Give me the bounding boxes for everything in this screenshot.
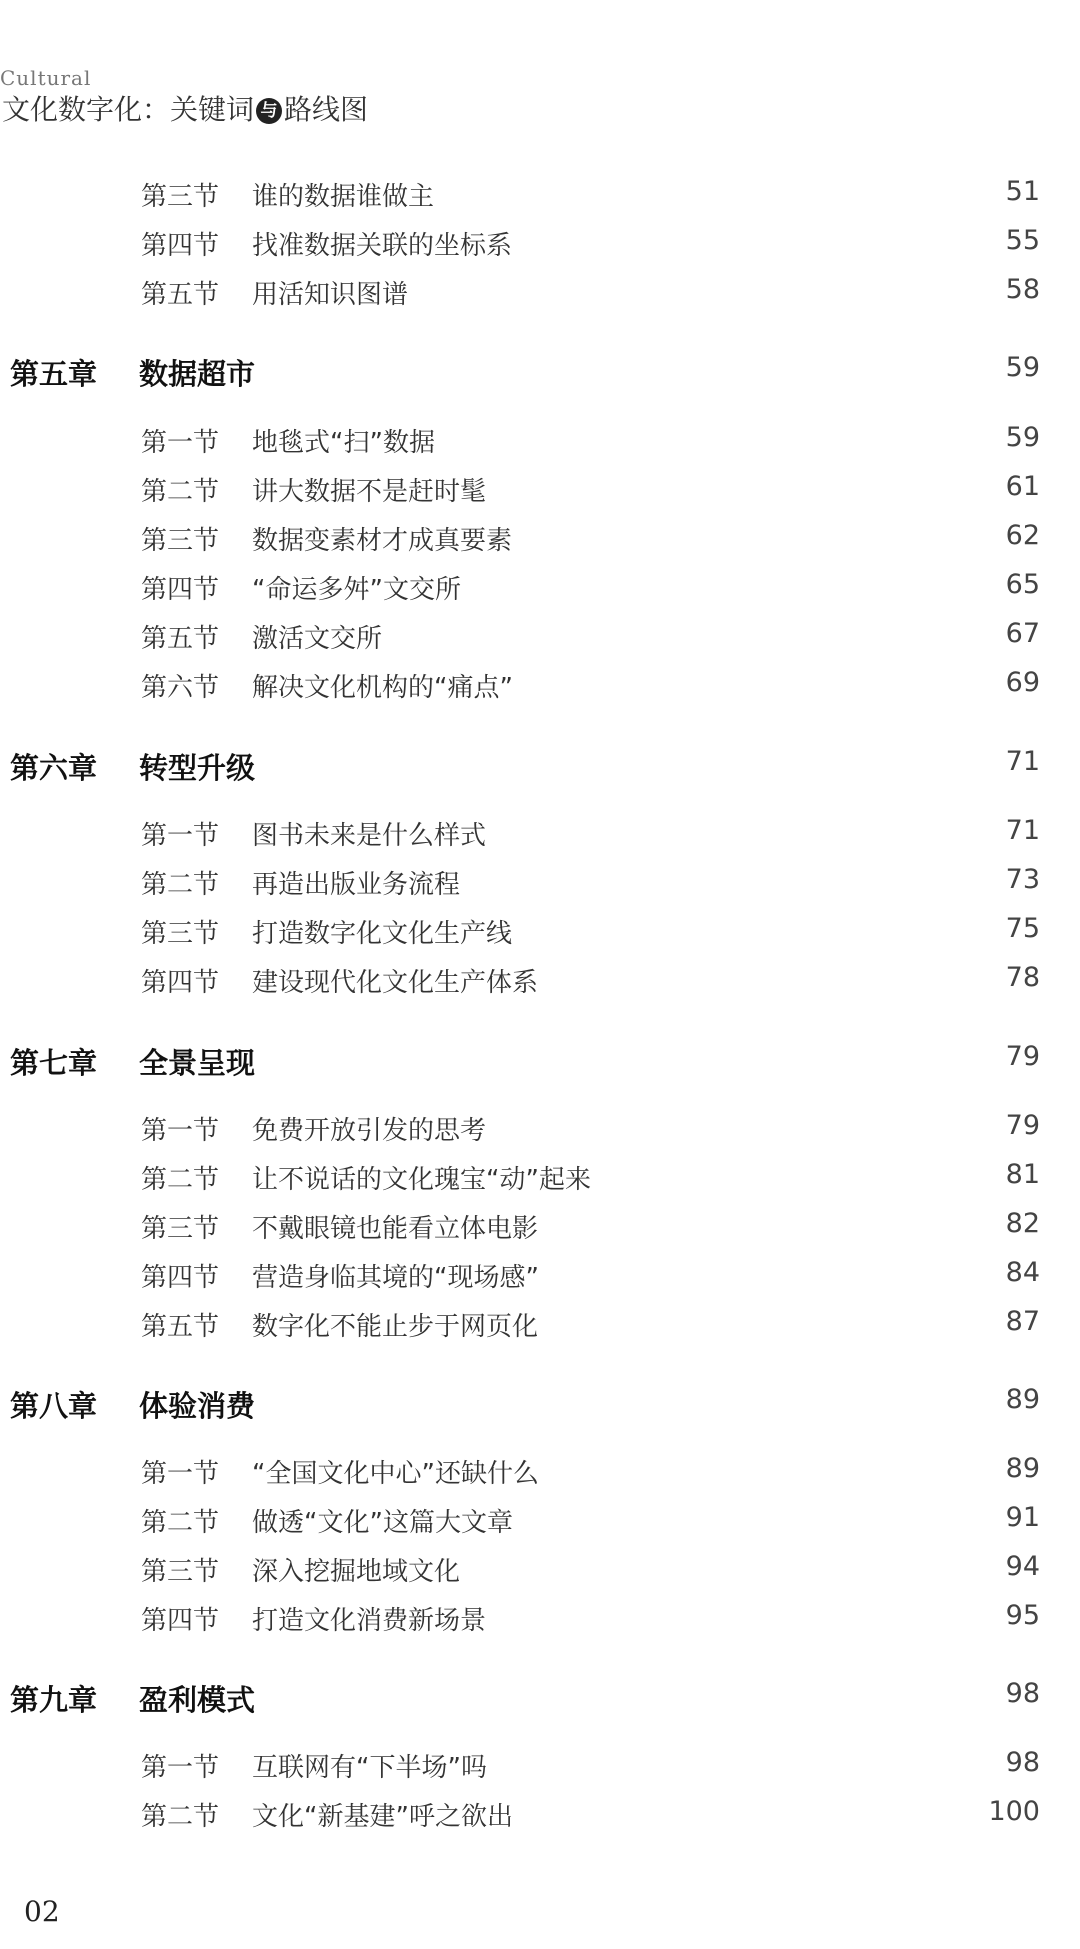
- section-label: 第一节: [141, 821, 220, 851]
- chapter-title: 体验消费: [139, 1389, 256, 1423]
- toc-section-row: [0, 1208, 1080, 1252]
- toc-page-number: 95: [1005, 1600, 1040, 1631]
- toc-page-number: 79: [1005, 1110, 1040, 1141]
- toc-page-number: 73: [1005, 864, 1040, 895]
- header-title-suffix: 路线图: [284, 93, 369, 126]
- section-label: 第三节: [141, 1214, 220, 1244]
- section-label: 第二节: [141, 870, 220, 900]
- section-title: “命运多舛”文交所: [252, 575, 461, 605]
- section-title: 谁的数据谁做主: [252, 182, 435, 212]
- section-title: 找准数据关联的坐标系: [252, 231, 513, 261]
- toc-section-row: [0, 1453, 1080, 1497]
- toc-page-number: 94: [1005, 1551, 1040, 1582]
- section-title: 地毯式“扫”数据: [252, 428, 435, 458]
- section-title: 讲大数据不是赶时髦: [252, 477, 487, 507]
- section-label: 第四节: [141, 1263, 220, 1293]
- section-title: “全国文化中心”还缺什么: [252, 1459, 539, 1489]
- section-label: 第二节: [141, 1802, 220, 1832]
- toc-page-number: 89: [1005, 1453, 1040, 1484]
- toc-section-row: [0, 1502, 1080, 1546]
- toc-section-row: [0, 1551, 1080, 1595]
- toc-section-row: [0, 176, 1080, 220]
- section-label: 第五节: [141, 624, 220, 654]
- section-title: 互联网有“下半场”吗: [252, 1753, 487, 1783]
- header-title-prefix: 文化数字化：关键词: [2, 93, 255, 126]
- toc-page-number: 98: [1005, 1678, 1040, 1709]
- toc-section-row: [0, 962, 1080, 1006]
- section-label: 第六节: [141, 673, 220, 703]
- toc-section-row: [0, 1796, 1080, 1840]
- section-title: 深入挖掘地域文化: [252, 1557, 461, 1587]
- toc-chapter-row: [0, 1384, 1080, 1428]
- header-title-mark: 与: [256, 98, 282, 124]
- section-title: 激活文交所: [252, 624, 383, 654]
- section-label: 第一节: [141, 1459, 220, 1489]
- toc-page-number: 59: [1005, 422, 1040, 453]
- chapter-title: 数据超市: [139, 357, 256, 391]
- chapter-title: 全景呈现: [139, 1046, 256, 1080]
- section-title: 用活知识图谱: [252, 280, 409, 310]
- toc-page-number: 98: [1005, 1747, 1040, 1778]
- chapter-title: 转型升级: [139, 751, 256, 785]
- toc-page-number: 100: [988, 1796, 1040, 1827]
- toc-page-number: 62: [1005, 520, 1040, 551]
- section-title: 数字化不能止步于网页化: [252, 1312, 539, 1342]
- toc-page-number: 84: [1005, 1257, 1040, 1288]
- toc-section-row: [0, 520, 1080, 564]
- toc-page-number: 69: [1005, 667, 1040, 698]
- section-title: 做透“文化”这篇大文章: [252, 1508, 513, 1538]
- section-label: 第二节: [141, 1508, 220, 1538]
- toc-chapter-row: [0, 746, 1080, 790]
- section-label: 第三节: [141, 919, 220, 949]
- toc-page-number: 58: [1005, 274, 1040, 305]
- toc-section-row: [0, 1747, 1080, 1791]
- toc-section-row: [0, 618, 1080, 662]
- toc-page-number: 82: [1005, 1208, 1040, 1239]
- toc-section-row: [0, 1306, 1080, 1350]
- chapter-label: 第九章: [10, 1683, 98, 1717]
- chapter-label: 第七章: [10, 1046, 98, 1080]
- toc-page-number: 51: [1005, 176, 1040, 207]
- section-title: 文化“新基建”呼之欲出: [252, 1802, 513, 1832]
- section-label: 第一节: [141, 428, 220, 458]
- toc-page-number: 71: [1005, 815, 1040, 846]
- toc-section-row: [0, 1600, 1080, 1644]
- toc-section-row: [0, 471, 1080, 515]
- section-label: 第三节: [141, 182, 220, 212]
- section-title: 打造数字化文化生产线: [252, 919, 513, 949]
- toc-page-number: 78: [1005, 962, 1040, 993]
- toc-chapter-row: [0, 352, 1080, 396]
- chapter-title: 盈利模式: [139, 1683, 256, 1717]
- section-label: 第三节: [141, 1557, 220, 1587]
- toc-section-row: [0, 422, 1080, 466]
- toc-page-number: 71: [1005, 746, 1040, 777]
- toc-section-row: [0, 913, 1080, 957]
- chapter-label: 第五章: [10, 357, 98, 391]
- toc-section-row: [0, 1257, 1080, 1301]
- toc-section-row: [0, 569, 1080, 613]
- section-label: 第二节: [141, 477, 220, 507]
- toc-chapter-row: [0, 1678, 1080, 1722]
- section-title: 免费开放引发的思考: [252, 1116, 487, 1146]
- section-title: 让不说话的文化瑰宝“动”起来: [252, 1165, 591, 1195]
- section-label: 第四节: [141, 1606, 220, 1636]
- section-label: 第三节: [141, 526, 220, 556]
- toc-page-number: 67: [1005, 618, 1040, 649]
- toc-chapter-row: [0, 1041, 1080, 1085]
- toc-section-row: [0, 864, 1080, 908]
- section-label: 第五节: [141, 280, 220, 310]
- section-label: 第二节: [141, 1165, 220, 1195]
- toc-page-number: 87: [1005, 1306, 1040, 1337]
- page-number: 02: [24, 1895, 60, 1928]
- section-title: 打造文化消费新场景: [252, 1606, 487, 1636]
- section-label: 第四节: [141, 968, 220, 998]
- section-title: 建设现代化文化生产体系: [252, 968, 539, 998]
- toc-section-row: [0, 1110, 1080, 1154]
- section-label: 第一节: [141, 1116, 220, 1146]
- section-title: 数据变素材才成真要素: [252, 526, 513, 556]
- toc-page-number: 79: [1005, 1041, 1040, 1072]
- toc-section-row: [0, 274, 1080, 318]
- toc-page-number: 75: [1005, 913, 1040, 944]
- section-label: 第五节: [141, 1312, 220, 1342]
- header-book-title: [2, 88, 368, 128]
- section-label: 第四节: [141, 231, 220, 261]
- toc-page-number: 81: [1005, 1159, 1040, 1190]
- toc-page-number: 59: [1005, 352, 1040, 383]
- section-label: 第一节: [141, 1753, 220, 1783]
- section-title: 再造出版业务流程: [252, 870, 461, 900]
- section-label: 第四节: [141, 575, 220, 605]
- chapter-label: 第八章: [10, 1389, 98, 1423]
- section-title: 营造身临其境的“现场感”: [252, 1263, 539, 1293]
- toc-section-row: [0, 815, 1080, 859]
- toc-section-row: [0, 1159, 1080, 1203]
- section-title: 不戴眼镜也能看立体电影: [252, 1214, 539, 1244]
- section-title: 图书未来是什么样式: [252, 821, 487, 851]
- toc-page-number: 91: [1005, 1502, 1040, 1533]
- toc-page-number: 65: [1005, 569, 1040, 600]
- toc-page-number: 61: [1005, 471, 1040, 502]
- header-latin-text: Cultural: [0, 66, 92, 90]
- toc-section-row: [0, 667, 1080, 711]
- toc-page-number: 89: [1005, 1384, 1040, 1415]
- chapter-label: 第六章: [10, 751, 98, 785]
- toc-page-number: 55: [1005, 225, 1040, 256]
- section-title: 解决文化机构的“痛点”: [252, 673, 513, 703]
- toc-section-row: [0, 225, 1080, 269]
